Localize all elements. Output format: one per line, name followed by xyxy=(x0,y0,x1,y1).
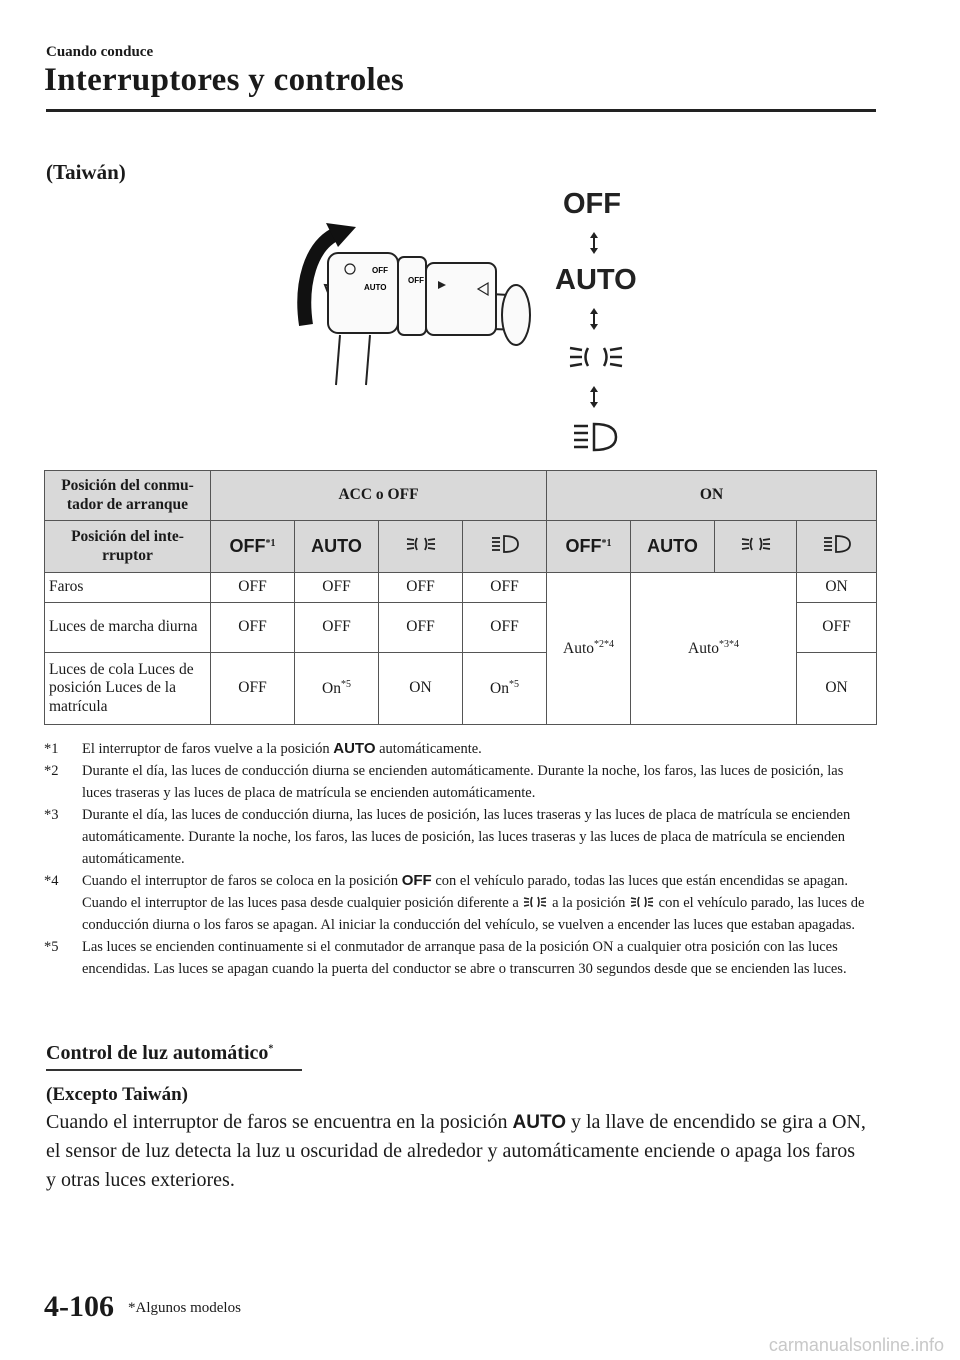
table-cell: ON xyxy=(797,653,877,725)
title-divider xyxy=(46,109,876,112)
svg-text:OFF: OFF xyxy=(372,266,388,275)
footnote-5: *5 Las luces se encienden continuamente si el conmutador de arranque pasa de la posición ON a cualquier otra posición con las luces encendidas. Las luces se apagan cuando la puerta del conductor se abre o transcurren 30 segundos desde que se encienden las luces. xyxy=(44,939,847,977)
headlight-switch-illustration xyxy=(280,185,640,460)
table-cell: On$^{*5}$ xyxy=(295,653,379,725)
lights-position-table xyxy=(44,470,877,725)
parking-light-icon xyxy=(404,534,438,554)
region-label-except-taiwan: (Excepto Taiwán) xyxy=(46,1084,188,1105)
switch-position-header: Posición del inte-rruptor xyxy=(45,521,211,573)
table-cell: On$^{*5}$ xyxy=(463,653,547,725)
table-cell: ON xyxy=(797,573,877,603)
section-label: Cuando conduce xyxy=(46,44,154,60)
switch-parking-col xyxy=(379,521,463,573)
parking-light-icon xyxy=(629,894,655,910)
footnote-1: *1 El interruptor de faros vuelve a la posición AUTO automáticamente. xyxy=(44,740,482,757)
models-note: *Algunos modelos xyxy=(128,1300,241,1316)
table-row xyxy=(45,573,877,603)
footnote-3: *3 Durante el día, las luces de conducción diurna, las luces de posición, las luces traseras y las luces de placa de matrícula se encienden automáticamente. Durante la noche, los faros, las luces de posición, las luces traseras y las luces de placa de matrícula se encienden automáticamente. xyxy=(44,807,851,867)
table-cell: OFF xyxy=(211,573,295,603)
headlight-low-beam-icon xyxy=(822,534,852,554)
auto-cell-a: Auto$^{*2*4}$ xyxy=(547,573,631,725)
footnote-4: *4 Cuando el interruptor de faros se coloca en la posición OFF con el vehículo parado, todas las luces que están encendidas se apagan. Cuando el interruptor de las luces pasa desde cualquier posición diferente a a la posición con el vehículo parado, las luces de conducción diurna o los faros se apagan. Al iniciar la conducción del vehículo, se vuelven a encender las luces que estaban apagadas. xyxy=(44,872,865,933)
ignition-position-header: Posición del conmu-tador de arranque xyxy=(45,471,211,521)
headlight-low-beam-icon xyxy=(570,420,620,454)
on-header: ON xyxy=(547,471,877,521)
region-label-taiwan: (Taiwán) xyxy=(46,160,126,184)
page-title: Interruptores y controles xyxy=(44,62,405,98)
switch-off-col: OFF$^{*1}$ xyxy=(547,521,631,573)
footnotes xyxy=(44,738,876,980)
acc-off-header: ACC o OFF xyxy=(211,471,547,521)
watermark: carmanualsonline.info xyxy=(768,1335,944,1355)
page-number: 4-106 xyxy=(44,1290,114,1323)
svg-text:AUTO: AUTO xyxy=(364,283,387,292)
auto-cell-b: Auto$^{*3*4}$ xyxy=(631,573,797,725)
lever-drawing xyxy=(280,185,640,460)
table-cell: ON xyxy=(379,653,463,725)
table-cell: OFF xyxy=(211,653,295,725)
switch-off-col: OFF$^{*1}$ xyxy=(211,521,295,573)
row-label: Luces de cola Luces de posición Luces de la matrícula xyxy=(45,653,211,725)
double-arrow-icon xyxy=(588,308,600,330)
table-cell: OFF xyxy=(379,603,463,653)
switch-auto-col: AUTO xyxy=(295,521,379,573)
parking-light-icon xyxy=(566,340,626,374)
switch-parking-col xyxy=(715,521,797,573)
headlight-low-beam-icon xyxy=(490,534,520,554)
row-label: Faros xyxy=(45,573,211,603)
double-arrow-icon xyxy=(588,232,600,254)
switch-headlight-col xyxy=(463,521,547,573)
row-label: Luces de marcha diurna xyxy=(45,603,211,653)
parking-light-icon xyxy=(522,894,548,910)
auto-light-control-heading: Control de luz automático* xyxy=(46,1042,274,1064)
table-cell: OFF xyxy=(379,573,463,603)
svg-text:OFF: OFF xyxy=(408,276,424,285)
table-cell: OFF xyxy=(211,603,295,653)
table-cell: OFF xyxy=(463,573,547,603)
position-off-label: OFF xyxy=(563,188,621,220)
footnote-2: *2 Durante el día, las luces de conducción diurna se encienden automáticamente. Durante la noche, los faros, las luces de posición, las luces traseras y las luces de placa de matrícula se encienden automáticamente. xyxy=(44,763,844,801)
switch-headlight-col xyxy=(797,521,877,573)
table-cell: OFF xyxy=(463,603,547,653)
table-cell: OFF xyxy=(295,603,379,653)
parking-light-icon xyxy=(739,534,773,554)
table-cell: OFF xyxy=(295,573,379,603)
position-auto-label: AUTO xyxy=(555,264,637,296)
auto-light-description: Cuando el interruptor de faros se encuentra en la posición AUTO y la llave de encendido se gira a ON, el sensor de luz detecta la luz u oscuridad de alrededor y automáticamente enciende o apaga los faros y otras luces exteriores. xyxy=(46,1111,866,1191)
heading-underline xyxy=(46,1069,302,1071)
double-arrow-icon xyxy=(588,386,600,408)
switch-auto-col: AUTO xyxy=(631,521,715,573)
table-cell: OFF xyxy=(797,603,877,653)
